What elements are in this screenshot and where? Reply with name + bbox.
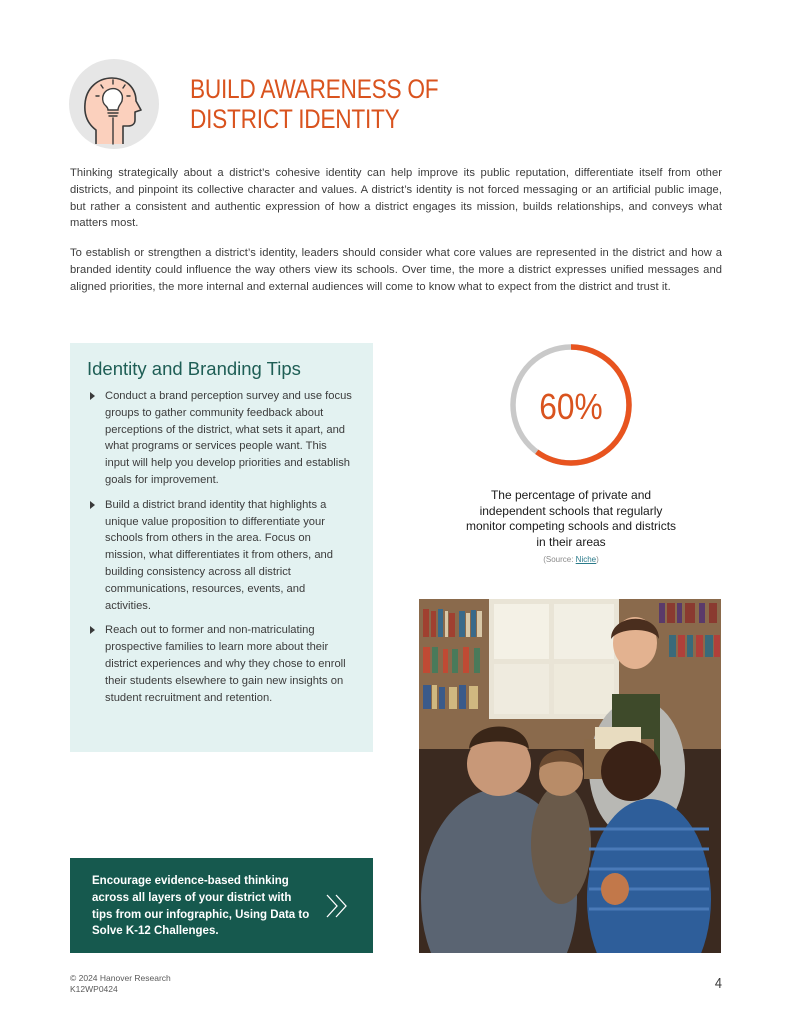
triangle-bullet-icon [90, 392, 95, 400]
source-prefix: (Source: [543, 555, 576, 564]
stat-value: 60% [539, 386, 603, 427]
tip-text: Reach out to former and non-matriculating prospective families to learn more about their district experiences and why they chose to enroll their students elsewhere to gain new insights on student recruitment and retention. [105, 624, 346, 704]
tip-item [88, 388, 354, 489]
title-line-2: DISTRICT IDENTITY [190, 104, 400, 134]
cta-text [92, 873, 312, 940]
cta-banner[interactable] [70, 858, 373, 953]
stat-caption: The percentage of private and independent schools that regularly monitor competing schools and districts in their areas [465, 488, 677, 549]
tips-box [70, 343, 373, 752]
tip-text: Build a district brand identity that highlights a unique value proposition to differentiate your schools from others in the area. Focus on mission, what differentiates it from others, and building consistency across all district communications, resources, events, and activities. [105, 498, 333, 612]
page-title [190, 74, 467, 134]
cta-text-plain: Encourage evidence-based thinking across all layers of your district with tips from our infographic, [92, 875, 292, 921]
page-number: 4 [714, 975, 722, 992]
tips-title: Identity and Branding Tips [87, 358, 301, 379]
classroom-photo [419, 599, 721, 953]
head-lightbulb-icon [68, 58, 160, 150]
intro-paragraph-1: Thinking strategically about a district’s cohesive identity can help improve its public reputation, differentiate itself from other districts, and pinpoint its collective character and values. A district’s identity is not forced messaging or an artificial public image, but rather a consistent and authentic expression of how a district engages its mission, builds relationships, and conveys what matters most. [70, 167, 722, 230]
stat-source [462, 555, 680, 564]
tip-item [88, 497, 354, 615]
tip-item [88, 622, 354, 706]
title-line-1: BUILD AWARENESS OF [190, 74, 439, 104]
footer [70, 973, 171, 994]
intro-paragraph-2: To establish or strengthen a district’s identity, leaders should consider what core values are represented in the district and how a branded identity could influence the way others view its schools. Over time, the more a district expresses unified messages and aligned priorities, the more internal and external audiences will come to know what to expect from the district and trust it. [70, 247, 722, 293]
tip-text: Conduct a brand perception survey and use focus groups to gather community feedback about perceptions of the district, what sets it apart, and what programs or services people want. This input will help you develop priorities and establish goals for improvement. [105, 390, 352, 486]
source-link[interactable]: Niche [575, 555, 597, 564]
source-suffix: ) [596, 555, 599, 564]
tips-list [88, 388, 354, 714]
triangle-bullet-icon [90, 501, 95, 509]
doc-code: K12WP0424 [70, 983, 118, 994]
copyright: © 2024 Hanover Research [70, 973, 171, 983]
double-chevron-right-icon[interactable] [324, 893, 350, 919]
cta-link-text[interactable]: Using Data to Solve K-12 Challenges. [92, 908, 310, 938]
triangle-bullet-icon [90, 626, 95, 634]
